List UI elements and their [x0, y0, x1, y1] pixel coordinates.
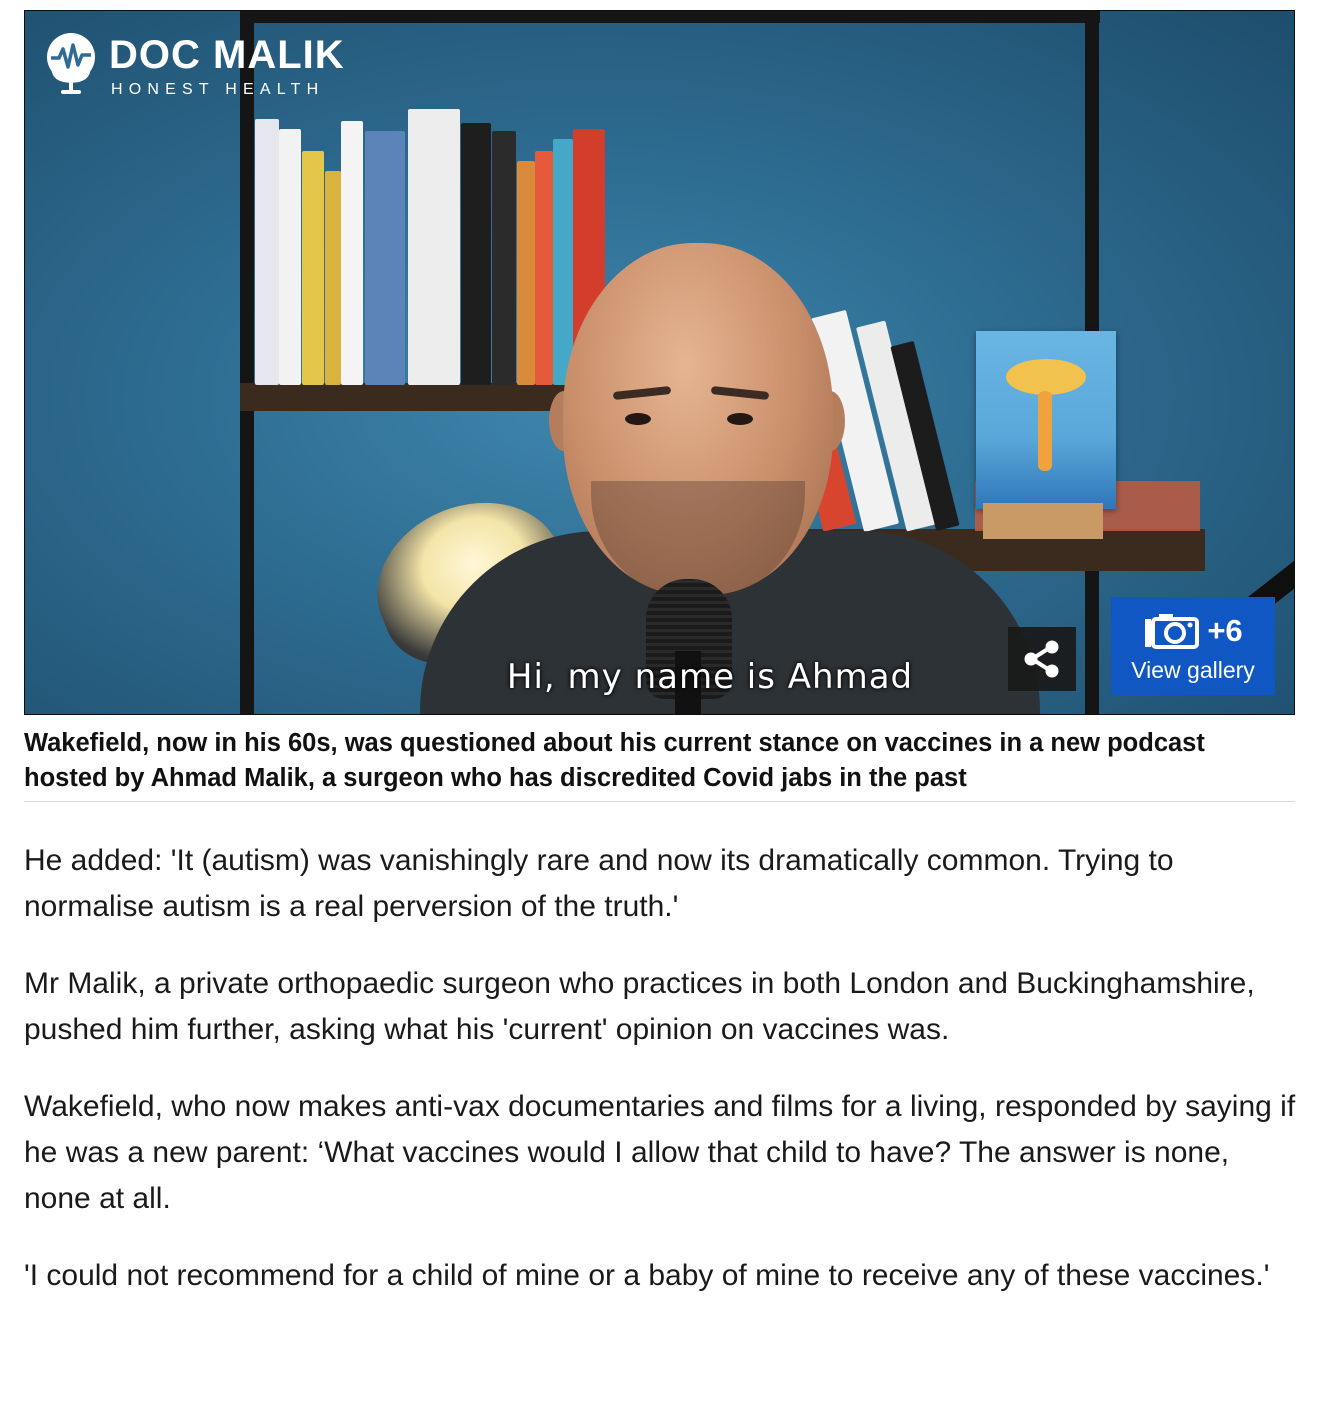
book [408, 109, 460, 385]
painting-figure [1038, 391, 1052, 471]
gallery-label: View gallery [1131, 657, 1255, 683]
logo-subtitle: HONEST HEALTH [111, 81, 325, 98]
shelf-top [240, 11, 1100, 23]
book [365, 131, 405, 385]
book [255, 119, 279, 385]
book [461, 123, 491, 385]
gallery-count: +6 [1207, 613, 1243, 648]
video-subtitle: Hi, my name is Ahmad [506, 657, 914, 697]
article-video-frame[interactable] [24, 10, 1295, 715]
share-button[interactable] [1008, 627, 1076, 691]
article-paragraph: Mr Malik, a private orthopaedic surgeon who practices in both London and Buckinghamshire, pushed him further, asking what his 'current' opinion on vaccines was. [24, 967, 1255, 1046]
image-caption: Wakefield, now in his 60s, was questioned about his current stance on vaccines in a new podcast hosted by Ahmad Malik, a surgeon who has discredited Covid jabs in the past [24, 729, 1205, 792]
book [492, 131, 516, 385]
article-paragraph: He added: 'It (autism) was vanishingly rare and now its dramatically common. Trying to normalise autism is a real perversion of the truth.' [24, 844, 1174, 923]
caption-divider [24, 801, 1295, 802]
book [341, 121, 363, 385]
book [535, 151, 553, 385]
camera-icon [1143, 613, 1199, 649]
book [517, 161, 535, 385]
channel-logo [43, 31, 345, 99]
painting-bird [1006, 359, 1086, 395]
view-gallery-button[interactable] [1111, 597, 1275, 695]
shelf-post [240, 11, 254, 714]
person-eye [625, 413, 651, 425]
article-paragraph: Wakefield, who now makes anti-vax documentaries and films for a living, responded by saying if he was a new parent: ‘What vaccines would I allow that child to have? The answer is none, none at all. [24, 1090, 1296, 1215]
share-icon [1021, 638, 1063, 680]
book [553, 139, 573, 385]
book [325, 171, 341, 385]
article-body [24, 838, 1299, 1330]
article-paragraph: 'I could not recommend for a child of mine or a baby of mine to receive any of these vaccines.' [24, 1259, 1270, 1292]
painting [976, 331, 1116, 509]
easel [983, 503, 1103, 539]
person-eye [727, 413, 753, 425]
book [279, 129, 301, 385]
logo-title: DOC MALIK [109, 33, 345, 77]
book [302, 151, 324, 385]
microphone-heartbeat-icon [43, 31, 99, 97]
